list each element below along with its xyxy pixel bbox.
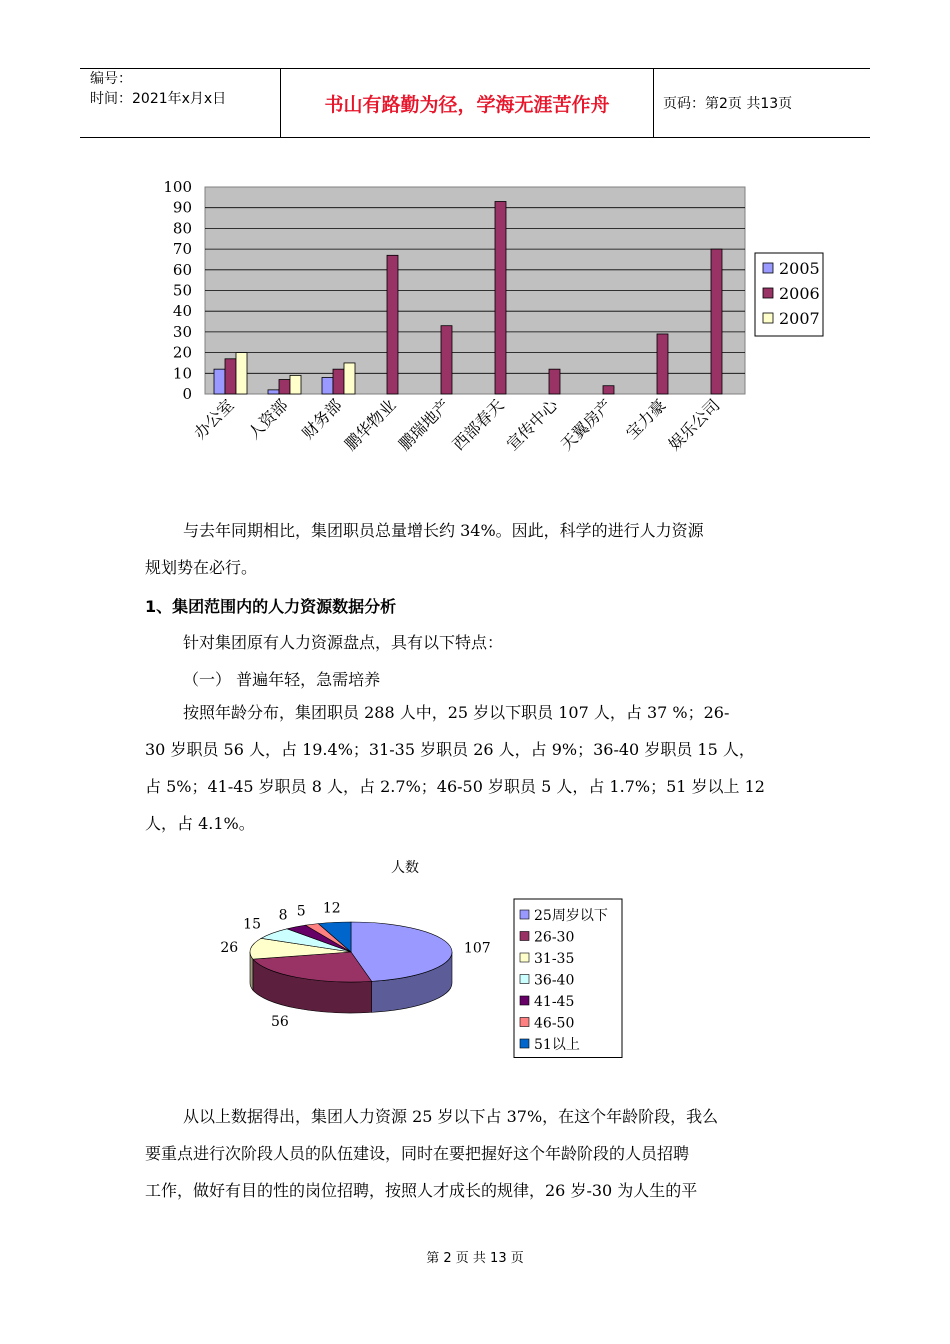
y-tick-label: 50 — [172, 281, 192, 300]
pie-legend-label: 25周岁以下 — [534, 908, 608, 924]
page-footer: 第 2 页 共 13 页 — [426, 1251, 524, 1266]
paragraph-age-distribution — [145, 694, 815, 842]
bar-2006-7 — [603, 386, 614, 394]
para2-line2: 30 岁职员 56 人，占 19.4%；31-35 岁职员 26 人，占 9%；36-40 岁职员 15 人， — [145, 740, 755, 759]
x-category-label: 鹏瑞地产 — [394, 395, 454, 455]
number-label: 编号： — [90, 71, 132, 87]
para3-line3: 工作，做好有目的性的岗位招聘，按照人才成长的规律，26 岁-30 为人生的平 — [145, 1181, 698, 1200]
pie-value-label: 26 — [220, 939, 239, 956]
pie-value-label: 8 — [278, 907, 288, 924]
legend-label: 2005 — [779, 259, 820, 278]
pie-legend-label: 36-40 — [534, 972, 575, 989]
x-category-label: 娱乐公司 — [664, 395, 724, 455]
pie-legend-label: 41-45 — [534, 994, 575, 1010]
para3-line2: 要重点进行次阶段人员的队伍建设，同时在要把握好这个年龄阶段的人员招聘 — [145, 1144, 690, 1163]
section-heading: 1、集团范围内的人力资源数据分析 — [145, 597, 397, 616]
para2-line3: 占 5%；41-45 岁职员 8 人，占 2.7%；46-50 岁职员 5 人，占 1.7%；51 岁以上 12 — [145, 777, 765, 796]
pie-legend-label: 26-30 — [534, 929, 575, 946]
pie-legend-label: 51以上 — [534, 1037, 580, 1053]
y-tick-label: 40 — [172, 302, 192, 321]
x-category-label: 鹏华物业 — [340, 395, 400, 455]
pie-legend-swatch-2 — [520, 953, 529, 962]
y-tick-label: 70 — [172, 240, 192, 259]
x-category-label: 办公室 — [190, 395, 238, 443]
bar-2006-1 — [279, 380, 290, 394]
header-motto: 书山有路勤为径，学海无涯苦作舟 — [280, 69, 654, 137]
bar-2006-2 — [333, 369, 344, 394]
para1-line2: 规划势在必行。 — [145, 558, 258, 577]
bar-2005-2 — [322, 377, 333, 394]
x-category-label: 天翼房产 — [556, 395, 616, 455]
y-tick-label: 80 — [172, 219, 192, 238]
age-pie-chart — [0, 850, 950, 1060]
pie-legend-label: 31-35 — [534, 951, 575, 967]
pie-value-label: 15 — [243, 916, 262, 933]
x-category-label: 宝力豪 — [622, 395, 670, 443]
legend-label: 2007 — [779, 309, 820, 328]
pie-value-label: 5 — [296, 903, 306, 920]
x-category-label: 财务部 — [298, 395, 346, 443]
pie-legend-swatch-0 — [520, 910, 529, 919]
para2-line1: 按照年龄分布，集团职员 288 人中，25 岁以下职员 107 人，占 37 %；26- — [183, 703, 730, 722]
x-category-label: 人资部 — [244, 395, 292, 443]
date-label: 时间：2021年x月x日 — [90, 91, 227, 107]
pie-legend-swatch-5 — [520, 1018, 529, 1027]
bar-2006-3 — [387, 255, 398, 394]
department-bar-chart — [0, 175, 950, 505]
paragraph-growth — [145, 512, 815, 586]
legend-label: 2006 — [779, 284, 820, 303]
y-tick-label: 90 — [172, 198, 192, 217]
bar-2005-0 — [214, 369, 225, 394]
sub-heading: （一） 普遍年轻，急需培养 — [183, 670, 381, 689]
legend-swatch-2005 — [763, 263, 773, 273]
legend-swatch-2007 — [763, 313, 773, 323]
bar-2006-5 — [495, 201, 506, 394]
y-tick-label: 0 — [182, 385, 192, 403]
y-tick-label: 30 — [172, 322, 192, 341]
bar-2006-4 — [441, 326, 452, 394]
legend-swatch-2006 — [763, 288, 773, 298]
y-tick-label: 60 — [172, 260, 192, 279]
pie-legend-swatch-1 — [520, 932, 529, 941]
pie-legend-swatch-6 — [520, 1039, 529, 1048]
y-tick-label: 100 — [163, 178, 192, 196]
header-page-info: 页码：第2页 共13页 — [663, 96, 793, 112]
pie-value-label: 107 — [463, 940, 491, 957]
para1-line1: 与去年同期相比，集团职员总量增长约 34%。因此，科学的进行人力资源 — [183, 521, 704, 540]
paragraph-conclusion — [145, 1098, 815, 1209]
bar-2005-1 — [268, 390, 279, 394]
para3-line1: 从以上数据得出，集团人力资源 25 岁以下占 37%，在这个年龄阶段，我么 — [183, 1107, 719, 1126]
pie-value-label: 56 — [271, 1014, 289, 1031]
bar-2007-2 — [344, 363, 355, 394]
y-tick-label: 20 — [172, 343, 192, 362]
page-header — [80, 68, 870, 138]
pie-legend-swatch-4 — [520, 996, 529, 1005]
pie-legend-label: 46-50 — [534, 1015, 575, 1032]
bar-2007-1 — [290, 375, 301, 394]
y-tick-label: 10 — [172, 364, 192, 383]
x-category-label: 宣传中心 — [502, 395, 562, 455]
x-category-label: 西部春天 — [448, 395, 508, 455]
header-left-cell — [80, 69, 280, 137]
bar-2006-9 — [711, 249, 722, 394]
para2-line4: 人，占 4.1%。 — [145, 814, 255, 833]
pie-legend-swatch-3 — [520, 975, 529, 984]
bar-2007-0 — [236, 353, 247, 394]
pie-value-label: 12 — [322, 900, 341, 917]
pie-title: 人数 — [391, 860, 419, 876]
bar-2006-6 — [549, 369, 560, 394]
bar-2006-8 — [657, 334, 668, 394]
bar-2006-0 — [225, 359, 236, 394]
intro-line: 针对集团原有人力资源盘点，具有以下特点： — [183, 633, 504, 652]
